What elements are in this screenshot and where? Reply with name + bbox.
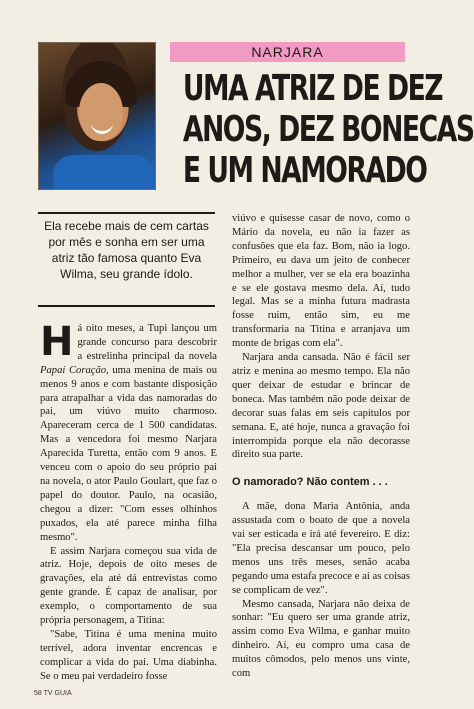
headline-line-3: E UM NAMORADO bbox=[182, 150, 427, 191]
paragraph: A mãe, dona Maria Antônia, anda assustada com o boato de que a novela vai ser esticada e irá até fevereiro. E diz: "Ela precisa descansar um pouco, pelo menos uns três meses, senão acaba pegando uma estafa precoce e aí as coisas se complicam de vez". bbox=[232, 501, 410, 596]
novela-title: Papai Coração bbox=[40, 364, 107, 376]
deck-text: Ela recebe mais de cem cartas por mês e sonha em ser uma atriz tão famosa quanto Eva Wilma, seu grande ídolo. bbox=[44, 219, 209, 281]
deck-rule-top bbox=[38, 212, 215, 214]
article-column-right bbox=[232, 212, 410, 681]
drop-cap: H bbox=[40, 319, 74, 365]
paragraph: viúvo e quisesse casar de novo, como o Mário da novela, eu não ia fazer as confusões que ela faz. Bom, não ia logo. Primeiro, eu dava um jeito de conhecer melhor a mulher, ver se ela era boazinha e se ele gostava mesmo dela. Aí, tudo legal. Mas se a minha futura madrasta fosse ruim, então sim, eu me transformaria na Titina e arranjava um monte de brigas com ela". bbox=[232, 213, 410, 350]
page-footer: 58 TV GUIA bbox=[34, 690, 72, 697]
paragraph: Narjara anda cansada. Não é fácil ser atriz e menina ao mesmo tempo. Ela não quer deixar de estudar e brincar de boneca. Mas também não pode deixar de decorar suas falas em seis capítulos por semana. E, até hoje, nunca a gravação foi interrompida porque ela não decorasse direito sua parte. bbox=[232, 352, 410, 461]
paragraph: "Sabe, Titina é uma menina muito terrível, adora inventar encrencas e complicar a vida do pai. Uma diabinha. Se o meu pai verdadeiro fosse bbox=[40, 628, 217, 682]
narjara-photo bbox=[38, 42, 156, 190]
deck-rule-bottom bbox=[38, 305, 215, 307]
headline-line-2: ANOS, DEZ BONECAS bbox=[182, 109, 474, 150]
paragraph: Há oito meses, a Tupi lançou um grande concurso para descobrir a estrelinha principal da novela Papai Coração, uma menina de mais ou menos 9 anos e com bastante disposição para atrapalhar a vida das namoradas do pai, um viúvo muito charmoso. Apareceram cerca de 1 500 candidatas. Mas a vencedora foi mesmo Narjara Aparecida Turetta, então com 9 anos. E venceu com o apoio do seu próprio pai na novela, o ator Paulo Goulart, que faz o papel do doutor. Paulo, na ocasião, chegou a dizer: "Com esses olhinhos puxados, ela até parece minha filha mesmo". bbox=[40, 319, 217, 543]
paragraph: E assim Narjara começou sua vida de atriz. Hoje, depois de oito meses de gravações, ela até dá entrevistas como gente grande. É capaz de analisar, por exemplo, o comportamento de sua própria personagem, a Titina: bbox=[40, 545, 217, 627]
section-kicker: NARJARA bbox=[170, 42, 405, 62]
headline bbox=[182, 68, 474, 191]
article-column-left bbox=[40, 319, 217, 684]
paragraph: Mesmo cansada, Narjara não deixa de sonhar: "Eu quero ser uma grande atriz, assim como Eva Wilma, e ganhar muito dinheiro. Aí, eu compro uma casa de muitos cômodos, pelo menos uns vinte, com bbox=[232, 598, 410, 680]
subheading: O namorado? Não contem . . . bbox=[232, 476, 388, 489]
headline-line-1: UMA ATRIZ DE DEZ bbox=[182, 68, 443, 109]
